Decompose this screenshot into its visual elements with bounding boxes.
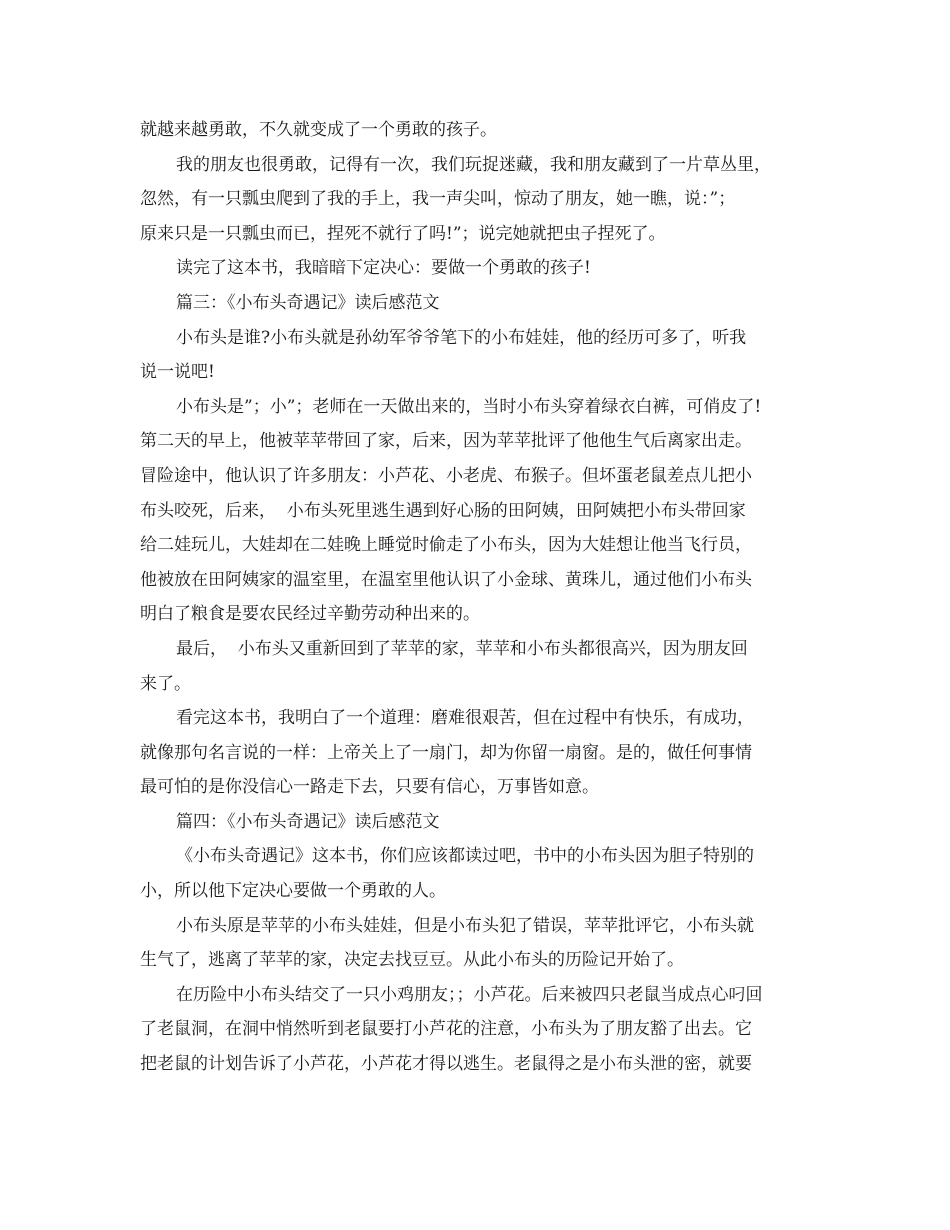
text-line: 明白了粮食是要农民经过辛勤劳动种出来的。 xyxy=(140,604,480,625)
text-line: 他被放在田阿姨家的温室里，在温室里他认识了小金球、黄珠儿，通过他们小布头 xyxy=(140,569,752,590)
text-line: 就像那句名言说的一样：上帝关上了一扇门，却为你留一扇窗。是的，做任何事情 xyxy=(140,742,752,763)
text-line: 生气了，逃离了苹苹的家，决定去找豆豆。从此小布头的历险记开始了。 xyxy=(140,950,684,971)
text-line: 最后， 小布头又重新回到了苹苹的家，苹苹和小布头都很高兴，因为朋友回 xyxy=(176,638,748,659)
text-line: 给二娃玩儿，大娃却在二娃晚上睡觉时偷走了小布头，因为大娃想让他当飞行员， xyxy=(140,535,752,556)
text-line: 布头咬死，后来， 小布头死里逃生遇到好心肠的田阿姨，田阿姨把小布头带回家 xyxy=(140,500,746,521)
text-line: 篇三：《小布头奇遇记》读后感范文 xyxy=(176,292,440,313)
text-line: 篇四：《小布头奇遇记》读后感范文 xyxy=(176,811,440,832)
text-line: 了老鼠洞，在洞中悄然听到老鼠要打小芦花的注意，小布头为了朋友豁了出去。它 xyxy=(140,1019,752,1040)
text-line: 小，所以他下定决心要做一个勇敢的人。 xyxy=(140,881,446,902)
text-line: 小布头是”；小”；老师在一天做出来的，当时小布头穿着绿衣白裤，可俏皮了! xyxy=(176,396,762,417)
text-line: 最可怕的是你没信心一路走下去，只要有信心，万事皆如意。 xyxy=(140,777,599,798)
text-line: 来了。 xyxy=(140,673,191,694)
text-line: 原来只是一只瓢虫而已，捏死不就行了吗!”；说完她就把虫子捏死了。 xyxy=(140,223,666,244)
text-line: 把老鼠的计划告诉了小芦花，小芦花才得以逃生。老鼠得之是小布头泄的密，就要 xyxy=(140,1054,752,1075)
text-line: 小布头是谁?小布头就是孙幼军爷爷笔下的小布娃娃，他的经历可多了，听我 xyxy=(176,327,747,348)
text-line: 小布头原是苹苹的小布头娃娃，但是小布头犯了错误，苹苹批评它，小布头就 xyxy=(176,915,754,936)
text-line: 就越来越勇敢，不久就变成了一个勇敢的孩子。 xyxy=(140,120,497,140)
text-line: 冒险途中，他认识了许多朋友：小芦花、小老虎、布猴子。但坏蛋老鼠差点儿把小 xyxy=(140,465,752,486)
text-line: 忽然，有一只瓢虫爬到了我的手上，我一声尖叫，惊动了朋友，她一瞧，说：”； xyxy=(140,189,736,210)
text-line: 读完了这本书，我暗暗下定决心：要做一个勇敢的孩子! xyxy=(176,258,591,279)
text-line: 第二天的早上，他被苹苹带回了家，后来，因为苹苹批评了他他生气后离家出走。 xyxy=(140,431,752,452)
text-line: 我的朋友也很勇敢，记得有一次，我们玩捉迷藏，我和朋友藏到了一片草丛里， xyxy=(176,154,771,175)
document-body xyxy=(140,113,820,1082)
text-line: 看完这本书，我明白了一个道理：磨难很艰苦，但在过程中有快乐，有成功， xyxy=(176,708,754,729)
text-line: 《小布头奇遇记》这本书，你们应该都读过吧，书中的小布头因为胆子特别的 xyxy=(176,846,754,867)
text-line: 在历险中小布头结交了一只小鸡朋友；；小芦花。后来被四只老鼠当成点心叼回 xyxy=(176,984,763,1005)
text-line: 说一说吧! xyxy=(140,362,215,383)
